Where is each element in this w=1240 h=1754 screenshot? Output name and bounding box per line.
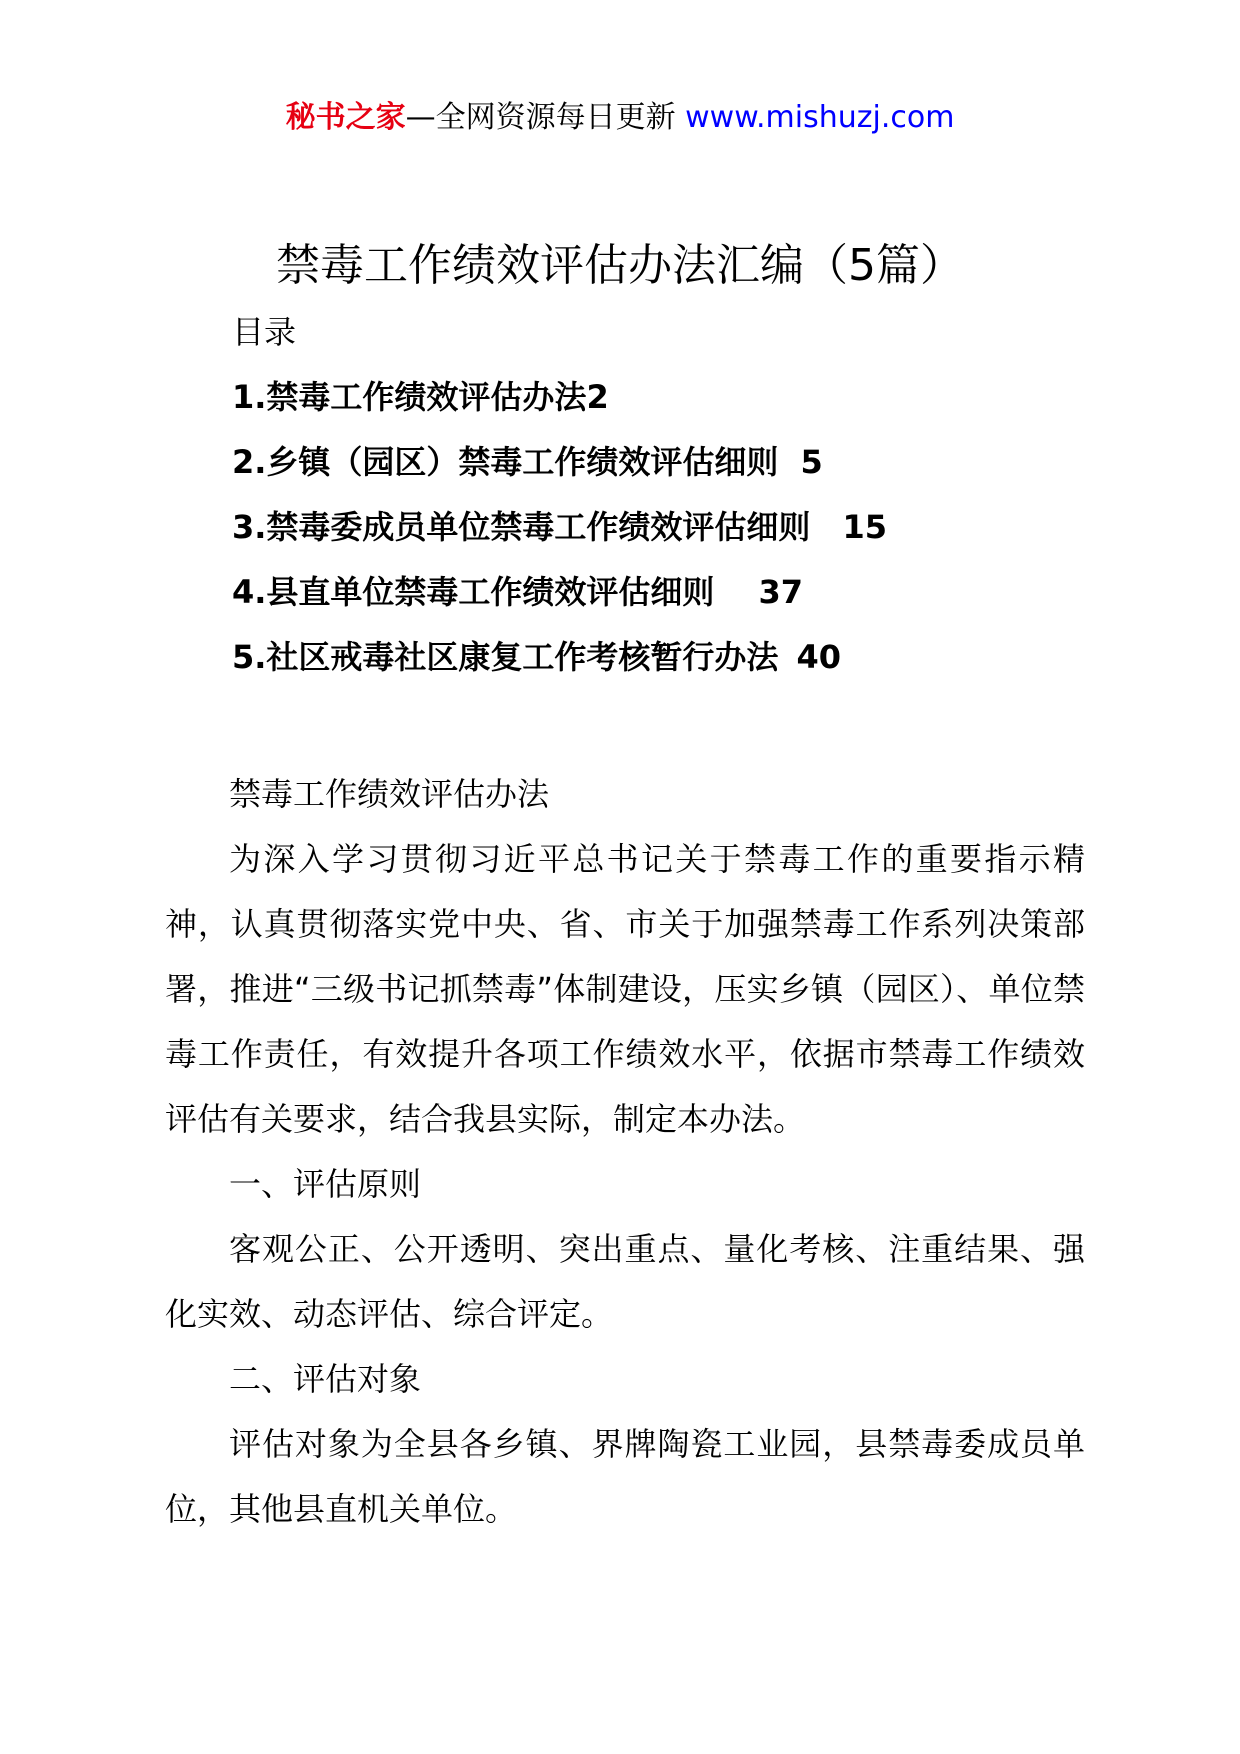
toc-item-1[interactable]	[232, 375, 887, 440]
toc-item-label: 4.县直单位禁毒工作绩效评估细则	[232, 573, 715, 611]
toc-item-label: 2.乡镇（园区）禁毒工作绩效评估细则	[232, 443, 779, 481]
toc-item-page: 40	[796, 638, 841, 676]
body-paragraph: 客观公正、公开透明、突出重点、量化考核、注重结果、强化实效、动态评估、综合评定。	[165, 1230, 1085, 1333]
table-of-contents	[232, 375, 887, 700]
toc-item-page: 5	[800, 443, 823, 481]
toc-item-3[interactable]	[232, 505, 887, 570]
toc-item-label: 1.禁毒工作绩效评估办法	[232, 378, 587, 416]
toc-heading: 目录	[232, 313, 297, 351]
toc-item-page: 37	[758, 573, 803, 611]
toc-item-label: 3.禁毒委成员单位禁毒工作绩效评估细则	[232, 508, 811, 546]
toc-item-page: 2	[586, 378, 609, 416]
section-title: 禁毒工作绩效评估办法	[229, 775, 550, 813]
toc-item-5[interactable]	[232, 635, 887, 700]
site-tagline: —全网资源每日更新	[405, 100, 676, 135]
section-heading: 一、评估原则	[229, 1165, 422, 1203]
site-url-link[interactable]: www.mishuzj.com	[685, 100, 955, 135]
toc-item-page: 15	[842, 508, 887, 546]
body-paragraph: 为深入学习贯彻习近平总书记关于禁毒工作的重要指示精神，认真贯彻落实党中央、省、市关于加强禁毒工作系列决策部署，推进“三级书记抓禁毒”体制建设，压实乡镇（园区）、单位禁毒工作责任，有效提升各项工作绩效水平，依据市禁毒工作绩效评估有关要求，结合我县实际，制定本办法。	[165, 840, 1085, 1138]
body-paragraph: 评估对象为全县各乡镇、界牌陶瓷工业园，县禁毒委成员单位，其他县直机关单位。	[165, 1425, 1085, 1528]
site-header	[0, 98, 1240, 138]
document-title: 禁毒工作绩效评估办法汇编（5篇）	[276, 240, 964, 291]
section-heading: 二、评估对象	[229, 1360, 422, 1398]
toc-item-label: 5.社区戒毒社区康复工作考核暂行办法	[232, 638, 779, 676]
document-body	[165, 762, 1085, 1542]
site-brand: 秘书之家	[285, 100, 406, 135]
toc-item-4[interactable]	[232, 570, 887, 635]
toc-item-2[interactable]	[232, 440, 887, 505]
